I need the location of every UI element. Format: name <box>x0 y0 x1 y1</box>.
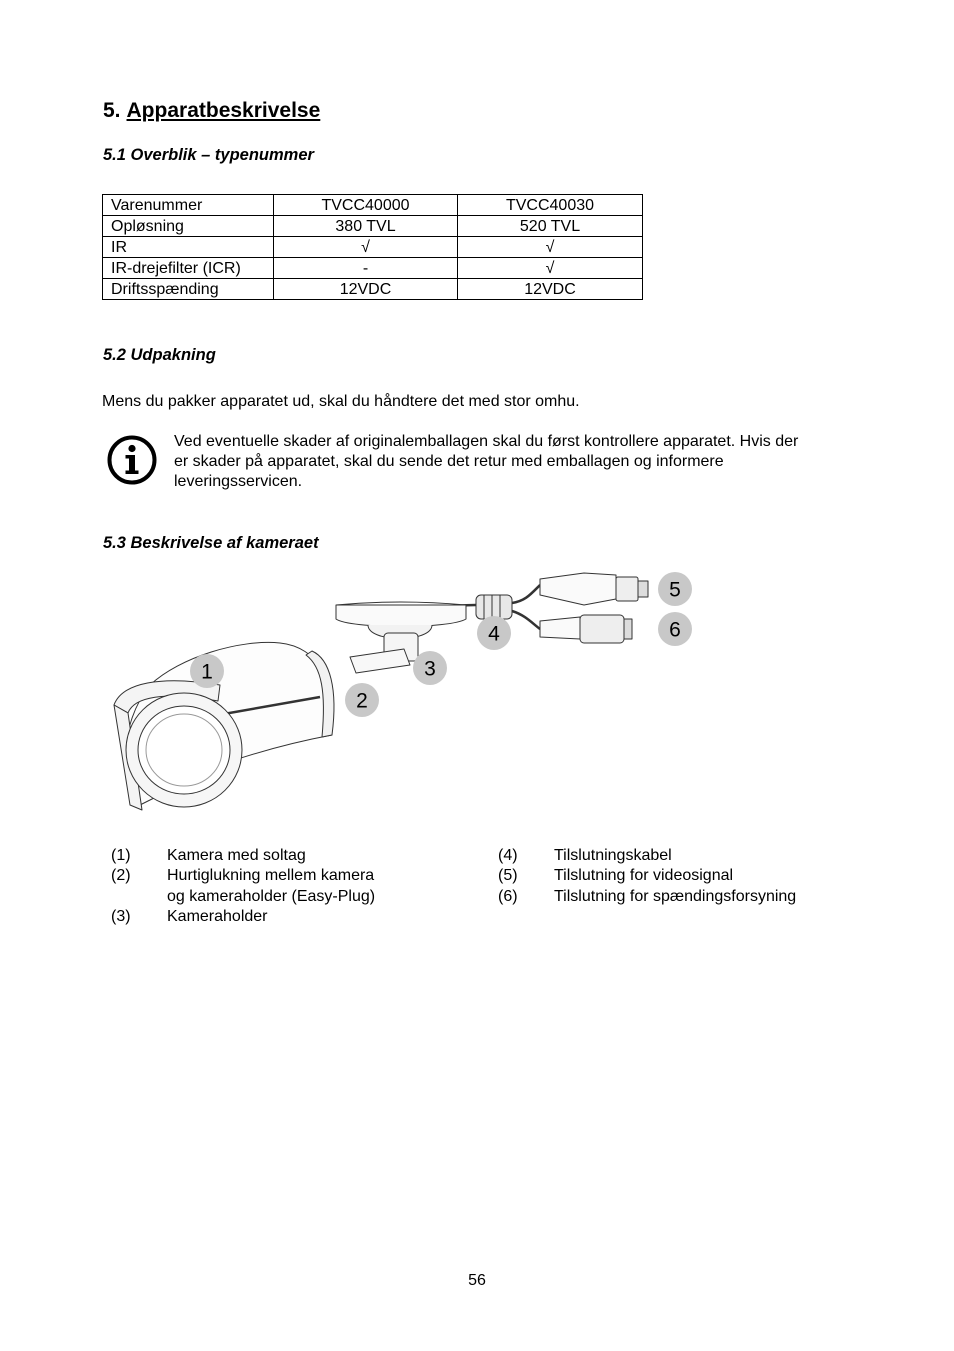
section-title: Apparatbeskrivelse <box>126 99 321 122</box>
table-cell: TVCC40000 <box>274 195 458 216</box>
camera-heading: 5.3 Beskrivelse af kameraet <box>103 534 319 552</box>
section-heading <box>103 99 320 123</box>
table-cell: TVCC40030 <box>458 195 643 216</box>
unpacking-intro: Mens du pakker apparatet ud, skal du håndtere det med stor omhu. <box>102 393 580 410</box>
info-icon <box>106 434 158 486</box>
table-cell: 380 TVL <box>274 216 458 237</box>
legend-number: (4) <box>498 847 518 864</box>
table-cell: 12VDC <box>458 279 643 300</box>
callout-3: 3 <box>424 657 436 681</box>
table-cell: IR-drejefilter (ICR) <box>103 258 274 279</box>
table-row <box>103 258 643 279</box>
callout-5: 5 <box>669 578 681 602</box>
page-number: 56 <box>468 1272 486 1289</box>
legend-text: Hurtiglukning mellem kamera <box>167 867 375 885</box>
legend-item <box>111 887 471 907</box>
legend-number: (1) <box>111 847 131 864</box>
unpacking-heading: 5.2 Udpakning <box>103 346 216 364</box>
legend-text: Kameraholder <box>167 907 268 925</box>
legend-item <box>498 887 898 907</box>
callout-4: 4 <box>488 622 500 646</box>
legend-item <box>111 846 471 866</box>
table-cell: √ <box>458 237 643 258</box>
legend-item <box>111 866 471 886</box>
legend-text: Tilslutningskabel <box>554 847 672 864</box>
table-cell: IR <box>103 237 274 258</box>
legend-item <box>111 907 471 927</box>
legend-text: Tilslutning for videosignal <box>554 867 734 885</box>
camera-illustration <box>100 565 710 820</box>
legend-text: og kameraholder (Easy-Plug) <box>167 887 376 905</box>
legend-number: (3) <box>111 907 131 925</box>
legend-left <box>111 846 471 927</box>
overview-heading: 5.1 Overblik – typenummer <box>103 146 314 164</box>
callout-2: 2 <box>356 689 368 713</box>
legend-text: Tilslutning for spændingsforsyning <box>554 887 797 905</box>
legend-number: (2) <box>111 867 131 885</box>
legend-item <box>498 866 898 886</box>
table-row <box>103 216 643 237</box>
legend-number: (6) <box>498 887 518 905</box>
note-line: Ved eventuelle skader af originalemballagen skal du først kontrollere apparatet. Hvis der <box>174 433 799 450</box>
callout-1: 1 <box>201 660 213 684</box>
legend-number: (5) <box>498 867 518 885</box>
legend-right <box>498 846 898 907</box>
table-cell: Opløsning <box>103 216 274 237</box>
table-cell: 520 TVL <box>458 216 643 237</box>
legend-text: Kamera med soltag <box>167 847 306 864</box>
legend-item <box>498 846 898 866</box>
note-line: leveringsservicen. <box>174 473 303 490</box>
note-line: er skader på apparatet, skal du sende det retur med emballagen og informere <box>174 453 724 470</box>
table-cell: √ <box>274 237 458 258</box>
table-row <box>103 237 643 258</box>
unpacking-note <box>174 432 798 492</box>
table-cell: Varenummer <box>103 195 274 216</box>
table-cell: Driftsspænding <box>103 279 274 300</box>
table-cell: √ <box>458 258 643 279</box>
spec-table <box>102 194 643 300</box>
table-cell: 12VDC <box>274 279 458 300</box>
table-row <box>103 195 643 216</box>
table-row <box>103 279 643 300</box>
table-cell: - <box>274 258 458 279</box>
section-number: 5. <box>103 99 121 122</box>
callout-6: 6 <box>669 618 681 642</box>
